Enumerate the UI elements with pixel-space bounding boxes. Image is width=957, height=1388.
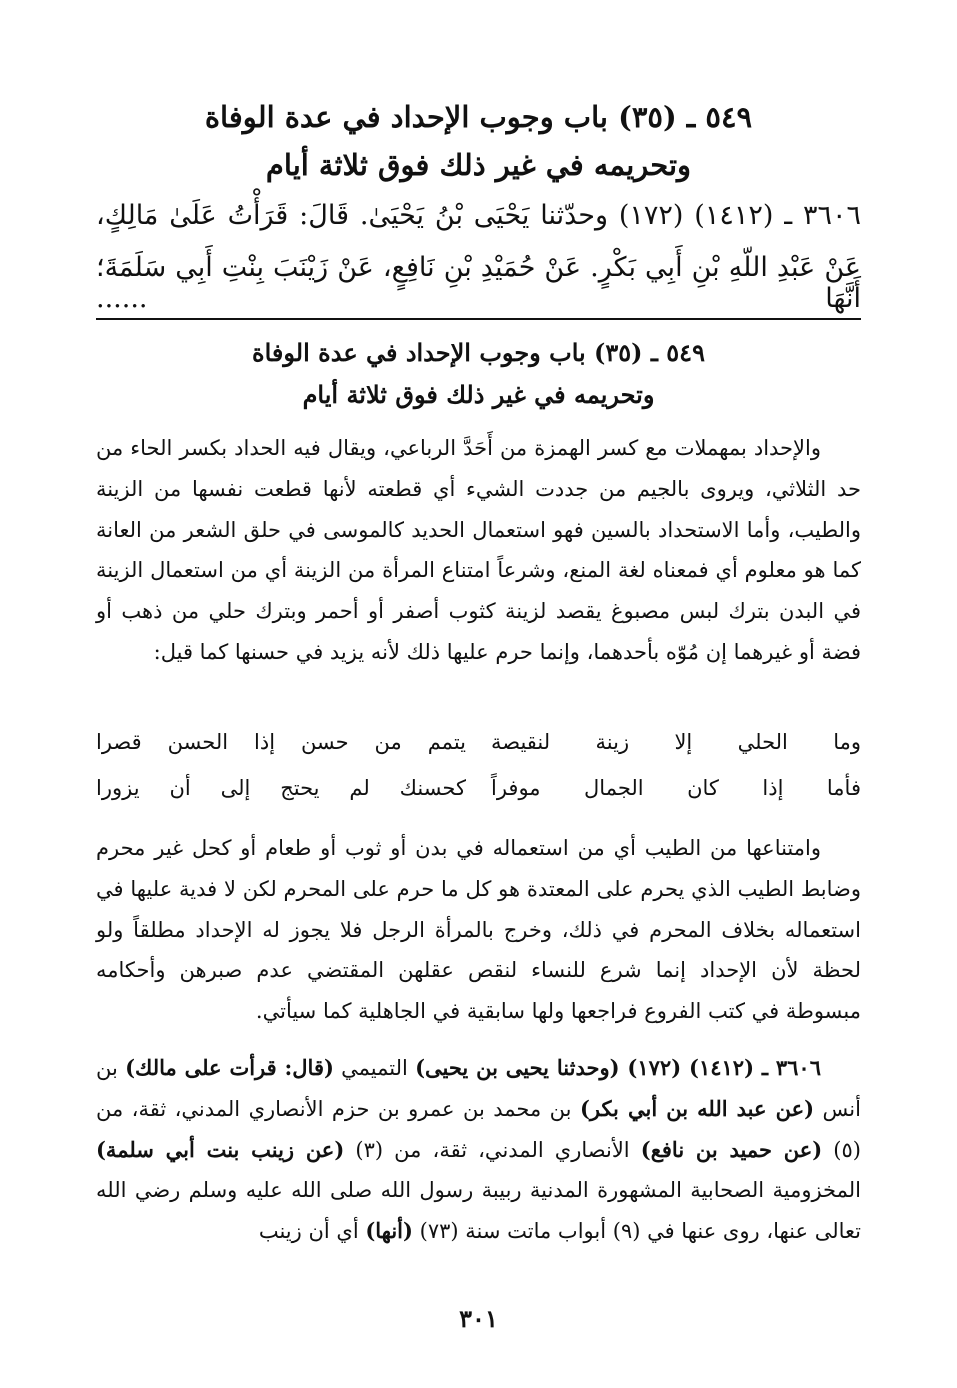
commentary-title-line-1: ٥٤٩ ـ (٣٥) باب وجوب الإحداد في عدة الوفاة [252, 338, 705, 367]
quoted-text: (أنها) [365, 1218, 413, 1244]
separator-line [96, 318, 861, 320]
plain-text: بن محمد بن عمرو بن حزم الأنصاري المدني، ثقة، من (٥) [96, 1096, 861, 1162]
plain-text: الأنصاري المدني، ثقة، من (٣) [344, 1137, 641, 1162]
verse-1-second-hemistich: يتمم من حسن إذا الحسن قصرا [96, 730, 466, 754]
page-number: ٣٠١ [459, 1304, 498, 1333]
plain-text: التميمي [333, 1056, 416, 1080]
verse-2-first-hemistich: فأما إذا كان الجمال موفراً [491, 776, 861, 800]
verse-2-second-hemistich: كحسنك لم يحتج إلى أن يزورا [96, 776, 466, 800]
hadith-text-line-2: عَنْ عَبْدِ اللّهِ بْنِ أَبِي بَكْرٍ. عَنْ حُمَيْدِ بْنِ نَافِعٍ، عَنْ زَيْنَبَ بِنْتِ أَبِي سَلَمَةَ؛ أَنَّهَا ...... [96, 252, 861, 314]
quoted-text: (عن حميد بن نافع) [640, 1136, 823, 1162]
plain-text: بن أنس [96, 1056, 861, 1121]
isnad-commentary-paragraph [96, 1048, 861, 1252]
chapter-title-line-1: ٥٤٩ ـ (٣٥) باب وجوب الإحداد في عدة الوفاة [204, 100, 753, 134]
commentary-paragraph-2: وامتناعها من الطيب أي من استعماله في بدن أو ثوب أو طعام أو كحل غير محرم وضابط الطيب الذي يحرم على المعتدة هو كل ما حرم على المحرم لكن لا فدية عليها في استعماله بخلاف المحرم في ذلك، وخرج بالمرأة الرجل فلا يجوز له الإحداد مطلقاً ولو لحظة لأن الإحداد إنما شرع للنساء لنقص عقلهن المقتضي عدم صبرهن وأحكامه مبسوطة في كتب الفروع فراجعها ولها سابقية في الجاهلية كما سيأتي. [96, 836, 861, 1024]
chapter-title-line-2: وتحريمه في غير ذلك فوق ثلاثة أيام [265, 148, 692, 182]
plain-text: أي أن زينب [258, 1219, 366, 1244]
verse-1-first-hemistich: وما الحلي إلا زينة لنقيصة [491, 730, 861, 754]
commentary-paragraph-1: والإحداد بمهملات مع كسر الهمزة من أَحَدَّ الرباعي، ويقال فيه الحداد بكسر الحاء من حد الثلاثي، ويروى بالجيم من جددت الشيء أي قطعته لأنها قطعت نفسها من الزينة والطيب، وأما الاستحداد بالسين فهو استعمال الحديد كالموسى في حلق الشعر من العانة كما هو معلوم أي فمعناه لغة المنع، وشرعاً امتناع المرأة من الزينة أي من استعمال الزينة في البدن بترك لبس مصبوغ يقصد لزينة كثوب أصفر أو أحمر وبترك حلي من ذهب أو فضة أو غيرهما إن مُوّه بأحدهما، وإنما حرم عليها ذلك لأنه يزيد في حسنها كما قيل: [96, 436, 862, 664]
commentary-title-line-2: وتحريمه في غير ذلك فوق ثلاثة أيام [302, 380, 655, 409]
quoted-text: (قال: قرأت على مالك) [125, 1055, 334, 1080]
hadith-number-and-narrator: ٣٦٠٦ ـ (١٤١٢) (١٧٢) (وحدثنا يحيى بن يحيى) [415, 1055, 821, 1080]
hadith-text-line-1: ٣٦٠٦ ـ (١٤١٢) (١٧٢) وحدّثنا يَحْيَى بْنُ يَحْيَىٰ. قَالَ: قَرَأْتُ عَلَىٰ مَالِكٍ، [96, 200, 862, 231]
quoted-text: (عن زينب بنت أبي سلمة) [96, 1136, 345, 1162]
poem-verse-2 [96, 776, 861, 816]
quoted-text: (عن عبد الله بن أبي بكر) [579, 1095, 815, 1121]
poem-verse-1 [96, 730, 861, 770]
plain-text: المخزومية الصحابية المشهورة المدنية ربيبة رسول الله صلى الله عليه وسلم رضي الله تعالى عنها، روى عنها في (٩) أبواب ماتت سنة (٧٣) [96, 1178, 861, 1244]
